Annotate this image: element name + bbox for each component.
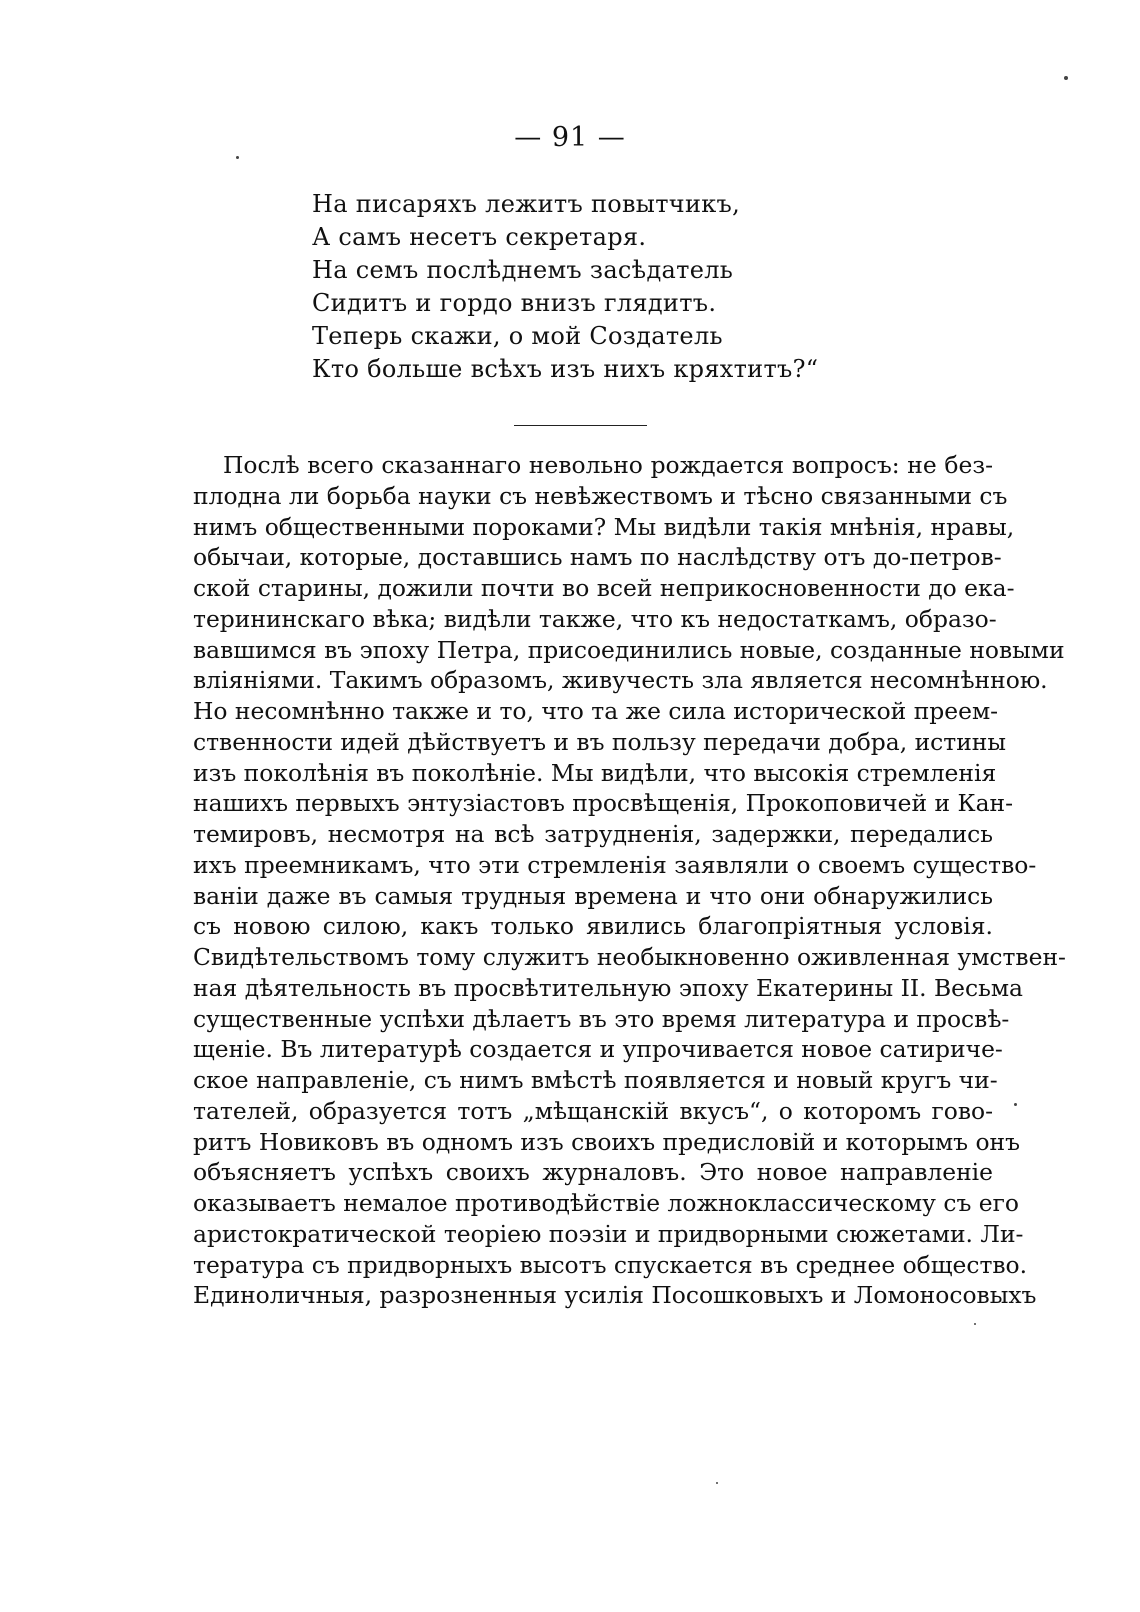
scan-speck bbox=[1014, 1103, 1017, 1106]
verse-line: Кто больше всѣхъ изъ нихъ кряхтитъ?“ bbox=[312, 355, 819, 383]
scan-speck bbox=[716, 1482, 718, 1484]
verse-line: А самъ несетъ секретаря. bbox=[312, 223, 647, 251]
verse-line: На семъ послѣднемъ засѣдатель bbox=[312, 256, 734, 284]
text-line: аристократической теоріею поэзіи и придворными сюжетами. Ли- bbox=[193, 1219, 1024, 1248]
text-line: ское направленіе, съ нимъ вмѣстѣ появляется и новый кругъ чи- bbox=[193, 1066, 998, 1094]
section-divider bbox=[514, 425, 647, 426]
body-paragraph bbox=[193, 450, 1066, 1311]
text-line: ихъ преемникамъ, что эти стремленія заявляли о своемъ существо- bbox=[193, 850, 1037, 879]
text-line: Послѣ всего сказаннаго невольно рождается вопросъ: не без- bbox=[223, 451, 993, 479]
text-line: темировъ, несмотря на всѣ затрудненія, задержки, передались bbox=[193, 820, 993, 848]
verse-line: Теперь скажи, о мой Создатель bbox=[312, 322, 723, 350]
verse-block bbox=[312, 188, 932, 386]
text-line: ритъ Новиковъ въ одномъ изъ своихъ предисловій и которымъ онъ bbox=[193, 1127, 1021, 1156]
text-line: щеніе. Въ литературѣ создается и упрочивается новое сатириче- bbox=[193, 1035, 1003, 1064]
text-line: тателей, образуется тотъ „мѣщанскій вкусъ“, о которомъ гово- bbox=[193, 1096, 993, 1125]
page-number: — 91 — bbox=[514, 122, 626, 153]
verse-line: Сидитъ и гордо внизъ глядитъ. bbox=[312, 289, 717, 317]
verse-line: На писаряхъ лежитъ повытчикъ, bbox=[312, 190, 741, 218]
text-line: тература съ придворныхъ высотъ спускается въ среднее общество. bbox=[193, 1250, 1028, 1279]
scan-speck bbox=[974, 1323, 976, 1325]
text-line: нашихъ первыхъ энтузіастовъ просвѣщенія, Прокоповичей и Кан- bbox=[193, 789, 1014, 818]
text-line: Свидѣтельствомъ тому служитъ необыкновенно оживленная умствен- bbox=[193, 943, 1066, 971]
scan-speck bbox=[1064, 76, 1068, 80]
text-line: ваніи даже въ самыя трудныя времена и что они обнаружились bbox=[193, 881, 993, 910]
scan-speck bbox=[236, 156, 239, 159]
text-line: ная дѣятельность въ просвѣтительную эпоху Екатерины II. Весьма bbox=[193, 973, 1023, 1002]
text-line: плодна ли борьба науки съ невѣжествомъ и тѣсно связанными съ bbox=[193, 481, 1008, 510]
text-line: изъ поколѣнія въ поколѣніе. Мы видѣли, что высокія стремленія bbox=[193, 758, 997, 787]
text-line: обычаи, которые, доставшись намъ по наслѣдству отъ до-петров- bbox=[193, 543, 1002, 572]
text-line: нимъ общественными пороками? Мы видѣли такія мнѣнія, нравы, bbox=[193, 512, 1015, 541]
text-line: существенные успѣхи дѣлаетъ въ это время литература и просвѣ- bbox=[193, 1004, 1010, 1033]
text-line: объясняетъ успѣхъ своихъ журналовъ. Это новое направленіе bbox=[193, 1158, 993, 1187]
text-line: Единоличныя, разрозненныя усилія Посошковыхъ и Ломоносовыхъ bbox=[193, 1281, 1037, 1310]
text-line: Но несомнѣнно также и то, что та же сила исторической преем- bbox=[193, 697, 999, 725]
text-line: вавшимся въ эпоху Петра, присоединились новые, созданные новыми bbox=[193, 635, 1065, 664]
text-line: вліяніями. Такимъ образомъ, живучесть зла является несомнѣнною. bbox=[193, 666, 1048, 695]
text-line: терининскаго вѣка; видѣли также, что къ недостаткамъ, образо- bbox=[193, 604, 997, 633]
text-line: оказываетъ немалое противодѣйствіе ложноклассическому съ его bbox=[193, 1189, 1019, 1217]
text-line: ственности идей дѣйствуетъ и въ пользу передачи добра, истины bbox=[193, 727, 1007, 756]
text-line: ской старины, дожили почти во всей неприкосновенности до ека- bbox=[193, 574, 1015, 602]
text-line: съ новою силою, какъ только явились благопріятныя условія. bbox=[193, 912, 993, 941]
